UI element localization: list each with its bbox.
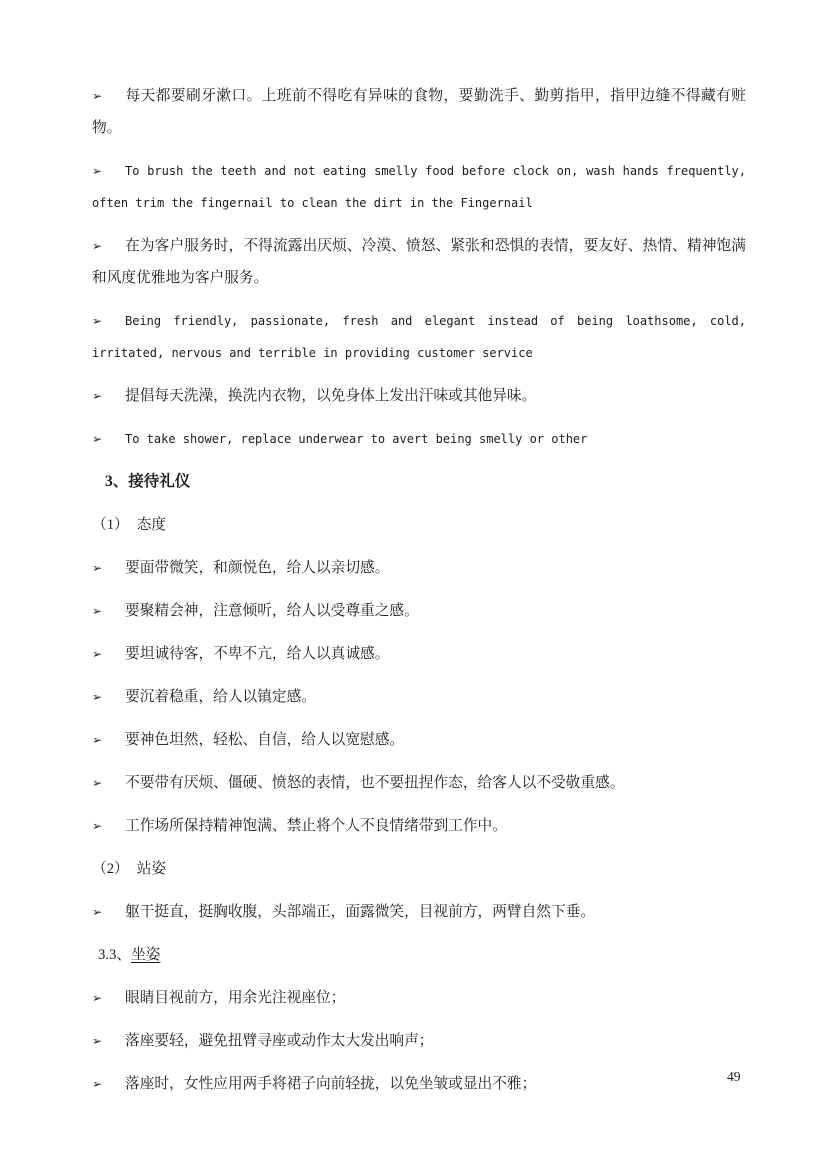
list-item xyxy=(92,1025,746,1057)
list-item xyxy=(92,380,746,412)
arrow-bullet-icon: ➢ xyxy=(92,991,103,1005)
list-item xyxy=(92,230,746,294)
numbered-heading xyxy=(92,939,746,971)
subsection-title: 态度 xyxy=(136,517,167,533)
list-item-text: 要面带微笑，和颜悦色，给人以亲切感。 xyxy=(125,560,390,576)
arrow-bullet-icon: ➢ xyxy=(92,164,103,178)
arrow-bullet-icon: ➢ xyxy=(92,905,103,919)
arrow-bullet-icon: ➢ xyxy=(92,239,103,253)
subsection-label: （1） xyxy=(92,517,129,533)
arrow-bullet-icon: ➢ xyxy=(92,819,103,833)
subsection-title: 站姿 xyxy=(136,861,167,877)
numbered-heading-title: 坐姿 xyxy=(131,947,161,963)
subsection-heading xyxy=(92,509,746,541)
list-item xyxy=(92,767,746,799)
list-item-text: 要沉着稳重，给人以镇定感。 xyxy=(125,689,316,705)
list-item xyxy=(92,982,746,1014)
list-item xyxy=(92,724,746,756)
list-item xyxy=(92,423,746,455)
list-item-text: 眼睛目视前方，用余光注视座位； xyxy=(125,990,346,1006)
list-item-text: 落座时，女性应用两手将裙子向前轻拢，以免坐皱或显出不雅； xyxy=(125,1076,537,1092)
list-item-text: 每天都要刷牙漱口。上班前不得吃有异味的食物，要勤洗手、勤剪指甲，指甲边缝不得藏有赃物。 xyxy=(92,88,746,136)
list-item-text: 不要带有厌烦、僵硬、愤怒的表情，也不要扭捏作态，给客人以不受敬重感。 xyxy=(125,775,625,791)
list-item-text: 在为客户服务时，不得流露出厌烦、冷漠、愤怒、紧张和恐惧的表情，要友好、热情、精神饱满和风度优雅地为客户服务。 xyxy=(92,238,746,286)
arrow-bullet-icon: ➢ xyxy=(92,733,103,747)
arrow-bullet-icon: ➢ xyxy=(92,776,103,790)
arrow-bullet-icon: ➢ xyxy=(92,647,103,661)
page-number: 49 xyxy=(727,1069,741,1084)
list-item-text: To brush the teeth and not eating smelly food before clock on, wash hands frequently, often trim the fingernail to clean the dirt in the Fingernail xyxy=(92,164,746,210)
list-item-text: 要坦诚待客，不卑不亢，给人以真诚感。 xyxy=(125,646,390,662)
arrow-bullet-icon: ➢ xyxy=(92,561,103,575)
list-item xyxy=(92,1068,746,1100)
arrow-bullet-icon: ➢ xyxy=(92,1077,103,1091)
section-heading: 3、接待礼仪 xyxy=(105,473,191,490)
arrow-bullet-icon: ➢ xyxy=(92,604,103,618)
subsection-heading xyxy=(92,853,746,885)
list-item-text: 落座要轻，避免扭臂寻座或动作太大发出响声； xyxy=(125,1033,434,1049)
arrow-bullet-icon: ➢ xyxy=(92,389,103,403)
numbered-heading-prefix: 3.3、 xyxy=(98,947,132,963)
list-item-text: 要神色坦然，轻松、自信，给人以宽慰感。 xyxy=(125,732,405,748)
arrow-bullet-icon: ➢ xyxy=(92,690,103,704)
list-item xyxy=(92,155,746,219)
subsection-label: （2） xyxy=(92,861,129,877)
arrow-bullet-icon: ➢ xyxy=(92,432,103,446)
list-item xyxy=(92,305,746,369)
list-item-text: To take shower, replace underwear to avert being smelly or other xyxy=(125,432,588,446)
list-item-text: 躯干挺直，挺胸收腹，头部端正，面露微笑，目视前方，两臂自然下垂。 xyxy=(125,904,596,920)
list-item xyxy=(92,552,746,584)
page-content xyxy=(92,80,746,1111)
list-item xyxy=(92,810,746,842)
list-item xyxy=(92,595,746,627)
list-item xyxy=(92,896,746,928)
arrow-bullet-icon: ➢ xyxy=(92,314,103,328)
arrow-bullet-icon: ➢ xyxy=(92,89,103,103)
list-item-text: 工作场所保持精神饱满、禁止将个人不良情绪带到工作中。 xyxy=(125,818,507,834)
list-item-text: 要聚精会神，注意倾听，给人以受尊重之感。 xyxy=(125,603,419,619)
arrow-bullet-icon: ➢ xyxy=(92,1034,103,1048)
list-item-text: Being friendly, passionate, fresh and elegant instead of being loathsome, cold, irritated, nervous and terrible in providing customer service xyxy=(92,314,746,360)
list-item xyxy=(92,638,746,670)
list-item xyxy=(92,80,746,144)
list-item xyxy=(92,681,746,713)
list-item-text: 提倡每天洗澡，换洗内衣物，以免身体上发出汗味或其他异味。 xyxy=(125,388,537,404)
